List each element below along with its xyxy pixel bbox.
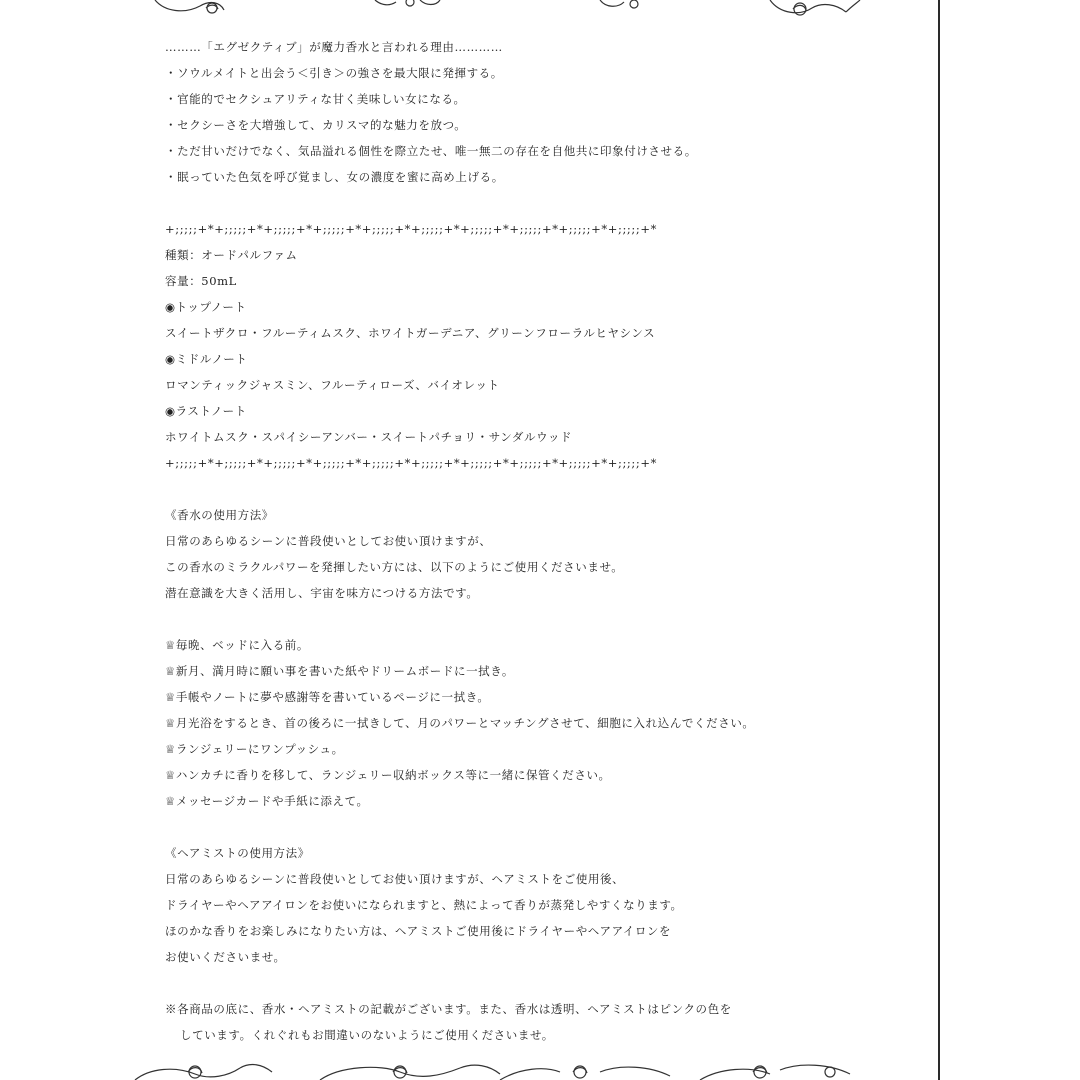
note-line: ※各商品の底に、香水・ヘアミストの記載がございます。また、香水は透明、ヘアミストはピンクの色を [165, 1002, 732, 1016]
top-note: スイートザクロ・フルーティムスク、ホワイトガーデニア、グリーンフローラルヒヤシンス [165, 326, 656, 340]
note-line: しています。くれぐれもお間違いのないようにご使用くださいませ。 [180, 1028, 554, 1042]
hairmist-usage-line: ほのかな香りをお楽しみになりたい方は、ヘアミストご使用後にドライヤーやヘアアイロンを [165, 924, 672, 938]
perfume-usage-title: 《香水の使用方法》 [165, 508, 274, 522]
bottom-floral-ornament [0, 1058, 1080, 1080]
intro-heading: ………「エグゼクティブ」が魔力香水と言われる理由………… [165, 40, 503, 54]
spec-type: 種類：オードパルファム [165, 248, 298, 262]
divider-top: +;;;;;+*+;;;;;+*+;;;;;+*+;;;;;+*+;;;;;+*+;;;;;+*+;;;;;+*+;;;;;+*+;;;;;+*+;;;;;+* [165, 222, 657, 236]
perfume-usage-line: 潜在意識を大きく活用し、宇宙を味方につける方法です。 [165, 586, 479, 600]
top-note-label: ◉トップノート [165, 300, 247, 314]
hairmist-usage-title: 《ヘアミストの使用方法》 [165, 846, 310, 860]
spec-volume: 容量：50mL [165, 274, 237, 288]
intro-bullet: ・ただ甘いだけでなく、気品溢れる個性を際立たせ、唯一無二の存在を自他共に印象付けさせる。 [165, 144, 697, 158]
perfume-usage-line: この香水のミラクルパワーを発揮したい方には、以下のようにご使用くださいませ。 [165, 560, 624, 574]
page-border-line [938, 0, 940, 1080]
perfume-usage-line: 日常のあらゆるシーンに普段使いとしてお使い頂けますが、 [165, 534, 492, 548]
perfume-usage-item: ♕新月、満月時に願い事を書いた紙やドリームボードに一拭き。 [165, 664, 515, 678]
perfume-usage-item: ♕ハンカチに香りを移して、ランジェリー収納ボックス等に一緒に保管ください。 [165, 768, 611, 782]
middle-note: ロマンティックジャスミン、フルーティローズ、バイオレット [165, 378, 500, 392]
perfume-usage-item: ♕ランジェリーにワンプッシュ。 [165, 742, 344, 756]
top-floral-ornament [0, 0, 1080, 30]
hairmist-usage-line: 日常のあらゆるシーンに普段使いとしてお使い頂けますが、ヘアミストをご使用後、 [165, 872, 625, 886]
perfume-usage-item: ♕毎晩、ベッドに入る前。 [165, 638, 310, 652]
divider-bottom: +;;;;;+*+;;;;;+*+;;;;;+*+;;;;;+*+;;;;;+*+;;;;;+*+;;;;;+*+;;;;;+*+;;;;;+*+;;;;;+* [165, 456, 657, 470]
hairmist-usage-line: お使いくださいませ。 [165, 950, 286, 964]
intro-bullet: ・セクシーさを大増強して、カリスマ的な魅力を放つ。 [165, 118, 467, 132]
perfume-usage-item: ♕手帳やノートに夢や感謝等を書いているページに一拭き。 [165, 690, 490, 704]
last-note: ホワイトムスク・スパイシーアンバー・スイートパチョリ・サンダルウッド [165, 430, 573, 444]
intro-bullet: ・眠っていた色気を呼び覚まし、女の濃度を蜜に高め上げる。 [165, 170, 504, 184]
last-note-label: ◉ラストノート [165, 404, 247, 418]
intro-bullet: ・ソウルメイトと出会う＜引き＞の強さを最大限に発揮する。 [165, 66, 503, 80]
intro-bullet: ・官能的でセクシュアリティな甘く美味しい女になる。 [165, 92, 466, 106]
hairmist-usage-line: ドライヤーやヘアアイロンをお使いになられますと、熱によって香りが蒸発しやすくなります。 [165, 898, 683, 912]
perfume-usage-item: ♕メッセージカードや手紙に添えて。 [165, 794, 369, 808]
perfume-usage-item: ♕月光浴をするとき、首の後ろに一拭きして、月のパワーとマッチングさせて、細胞に入れ込んでください。 [165, 716, 755, 730]
middle-note-label: ◉ミドルノート [165, 352, 248, 366]
